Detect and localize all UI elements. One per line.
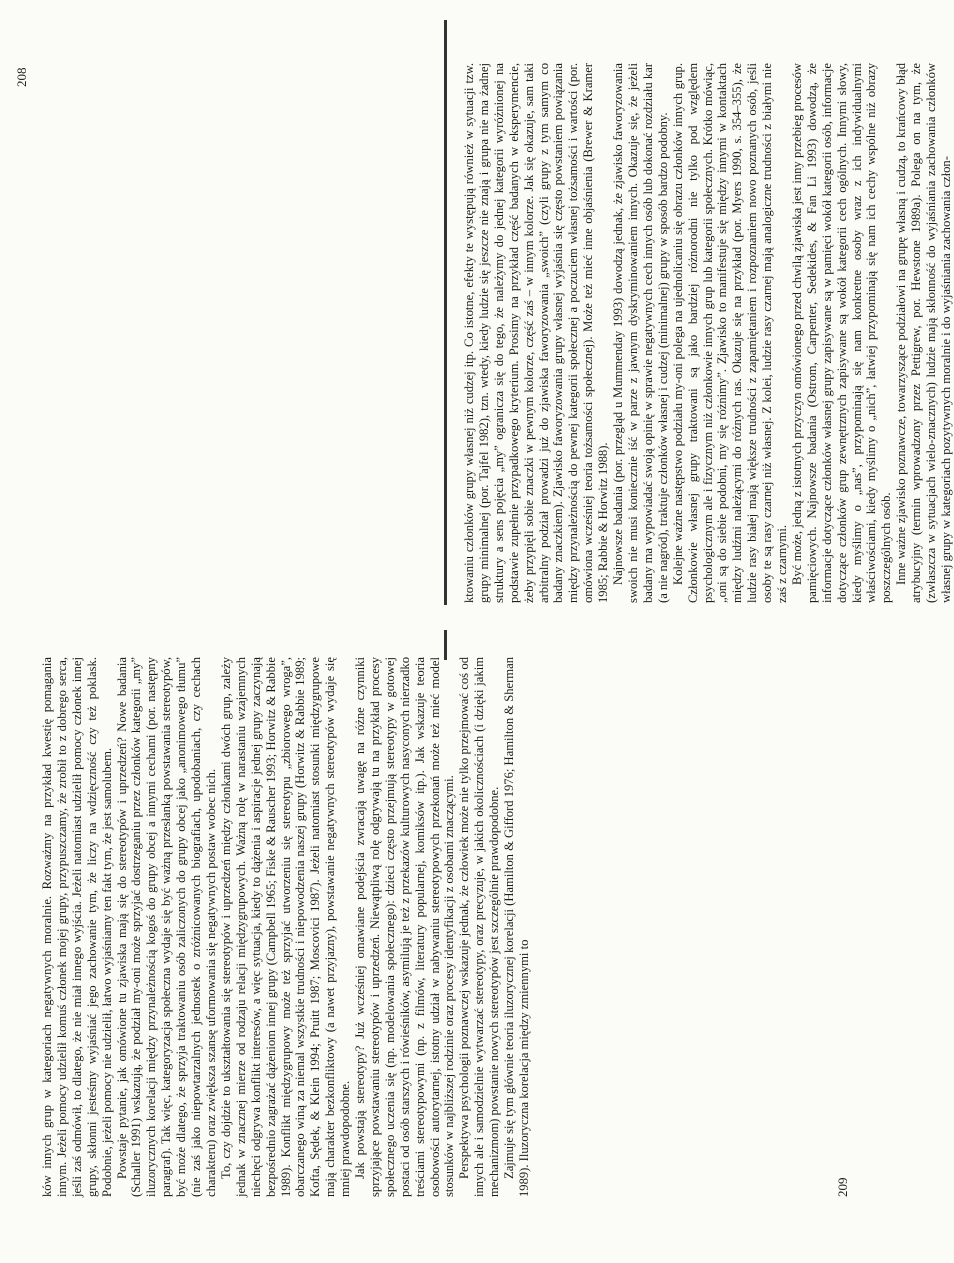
paragraph: Zajmuje się tym głównie teoria iluzorycznej korelacji (Hamilton & Gifford 1976; Hamilton & Sherman 1989). Iluzoryczna korelacja między zmiennymi to: [502, 657, 531, 1197]
paragraph: ków innych grup w kategoriach negatywnych moralnie. Rozważmy na przykład kwestię pomagania innym. Jeżeli pomocy udzielił komuś członek mojej grupy, przypuszczamy, że zrobił to z dobrego serca, jeśli zaś odmówił, to dlatego, że nie miał innego wyjścia. Jeżeli natomiast udzielił pomocy członek innej grupy, skłonni jesteśmy wyjaśniać jego zachowanie tym, że liczy na wdzięczność czy też poklask. Podobnie, jeżeli pomocy nie udzielił, łatwo wyjaśniamy ten fakt tym, że jest samolubem.: [40, 657, 114, 1197]
paragraph: ktowaniu członków grupy własnej niż cudzej itp. Co istotne, efekty te występują również w sytuacji tzw. grupy minimalnej (por. Tajfel 1982), tzn. wtedy, kiedy ludzie się jeszcze nie znają i grupa nie ma żadnej struktury a sens pojęcia „my” ogranicza się do tego, że należymy do jednej kategorii wyróżnionej na podstawie zupełnie przypadkowego kryterium. Prosimy na przykład część badanych w eksperymencie, żeby przypięli sobie znaczki w pewnym kolorze, część zaś – w innym kolorze. Jak się okazuje, sam taki arbitralny podział prowadzi już do zjawiska faworyzowania „swoich” (czyli grupy z tym samym co badany znaczkiem). Zjawisko faworyzowania grupy własnej wyjaśnia się często powstaniem powiązania między przynależnością do pewnej kategorii społecznej a poczuciem własnej tożsamości i wartości (por. omówiona wcześniej teoria tożsamości społecznej). Może też mieć inne objaśnienia (Brewer & Kramer 1985; Rabbie & Horwitz 1988).: [462, 63, 611, 603]
paragraph: Powstaje pytanie, jak omówione tu zjawiska mają się do stereotypów i uprzedzeń? Nowe badania (Schaller 1991) wskazują, że podział my-oni może sprzyjać dostrzeganiu przez członków kategorii „my” iluzorycznych korelacji między przynależnością kogoś do grupy obcej a innymi cechami (por. następny paragraf). Tak więc, kategoryzacja społeczna wydaje się być ważną przesłanką powstawania stereotypów, być może dlatego, że sprzyja traktowaniu osób zaliczonych do grupy obcej jako „anonimowego tłumu” (nie zaś jako niepowtarzalnych jednostek o zróżnicowanych biografiach, upodobaniach, czy cechach charakteru) oraz zwiększa szansę uformowania się negatywnych postaw wobec nich.: [114, 657, 218, 1197]
page-number: 208: [14, 67, 29, 87]
paragraph: Być może, jedną z istotnych przyczyn omówionego przed chwilą zjawiska jest inny przebieg procesów pamięciowych. Najnowsze badania (Ostrom, Carpenter, Sedekides, & Fan Li 1993) dowodzą, że informacje dotyczące członków własnej grupy zapisywane są w pamięci wokół kategorii osób, informacje dotyczące członków grup zewnętrznych zapisywane są wokół kategorii cech ogólnych. Innymi słowy, kiedy myślimy o „nas”, przypominają się nam konkretne osoby wraz z ich indywidualnymi właściwościami, kiedy myślimy o „nich”, łatwiej przypominają się nam ich cechy wspólne niż obrazy poszczególnych osób.: [789, 63, 894, 603]
page-number: 209: [835, 1177, 850, 1197]
page-209-text: [40, 657, 532, 1197]
paragraph: Inne ważne zjawisko poznawcze, towarzyszące podziałowi na grupę własną i cudzą, to krańcowy błąd atrybucyjny (termin wprowadzony przez Pettigrew, por. Hewstone 1989a). Polega on na tym, że (zwłaszcza w sytuacjach wielo-znacznych) ludzie mają skłonność do wyjaśniania zachowania członków własnej grupy w kategoriach pozytywnych moralnie i do wyjaśniania zachowania człon-: [894, 63, 953, 603]
paragraph: Perspektywa psychologii poznawczej wskazuje jednak, że człowiek może nie tylko przejmować coś od innych ale i samodzielnie wytwarzać stereotypy, oraz precyzuje, w jakich okolicznościach (i dzięki jakim mechanizmom) powstanie nowych stereotypów jest szczególnie prawdopodobne.: [457, 657, 502, 1197]
paragraph: Jak powstają stereotypy? Już wcześniej omawiane podejścia zwracają uwagę na różne czynniki sprzyjające powstawaniu stereotypów i uprzedzeń. Niewątpliwą rolę odgrywają tu na przykład procesy społecznego uczenia się (np. modelowania społecznego): dzieci często przejmują stereotypy w gotowej postaci od osób starszych i rówieśników, asymilują je też z przekazów kulturowych nasyconych nierzadko treściami stereotypowymi (np. z filmów, literatury popularnej, komiksów itp.). Jak wskazuje teoria osobowości autorytarnej, istotny udział w nabywaniu stereotypowych przekonań może też mieć model stosunków w najbliższej rodzinie oraz procesy identyfikacji z osobami znaczącymi.: [353, 657, 457, 1197]
paragraph: To, czy dojdzie to ukształtowania się stereotypów i uprzedzeń między członkami dwóch grup, zależy jednak w znacznej mierze od rodzaju relacji międzygrupowych. Ważną rolę w narastaniu wzajemnych niechęci odgrywa konflikt interesów, a więc sytuacja, kiedy to dążenia i aspiracje jednej grupy zaczynają bezpośrednio zagrażać dążeniom innej grupy (Campbell 1965; Fiske & Rauscher 1993; Horwitz & Rabbie 1989). Konflikt międzygrupowy może też sprzyjać utworzeniu się stereotypu „zbiorowego wroga”, obarczanego winą za niemal wszystkie trudności i niepowodzenia naszej grupy (Horwitz & Rabbie 1989; Kofta, Sędek, & Klein 1994; Pruitt 1987; Moscovici 1987). Jeżeli natomiast stosunki międzygrupowe mają charakter bezkonfliktowy (a nawet przyjazny), powstawanie negatywnych stereotypów wydaje się mniej prawdopodobne.: [218, 657, 353, 1197]
paragraph: Kolejne ważne następstwo podziału my-oni polega na ujednolicaniu się obrazu członków innych grup. Członkowie własnej grupy traktowani są jako bardziej różnorodni nie tylko pod względem psychologicznym ale i fizycznym niż członkowie innych grup lub kategorii społecznych. Krótko mówiąc, „oni są do siebie podobni, my się różnimy”. Zjawisko to manifestuje się między innymi w kontaktach między ludźmi należącymi do różnych ras. Okazuje się na przykład (por. Myers 1990, s. 354–355), że ludzie rasy białej mają większe trudności z zapamiętaniem i rozpoznaniem nowo poznanych osób, jeśli osoby te są rasy czarnej niż własnej. Z kolei, ludzie rasy czarnej mają analogiczne trudności z białymi nie zaś z czarnymi.: [670, 63, 790, 603]
paragraph: Najnowsze badania (por. przegląd u Mummenday 1993) dowodzą jednak, że zjawisko faworyzowania swoich nie musi koniecznie iść w parze z jawnym dyskryminowaniem innych. Okazuje się, że jeżeli badany ma wypowiadać swoją opinię w sprawie negatywnych cech innych osób lub dokonać rozdziału kar (a nie nagród), traktuje członków własnej i cudzej (minimalnej) grupy w sposób bardzo podobny.: [611, 63, 670, 603]
